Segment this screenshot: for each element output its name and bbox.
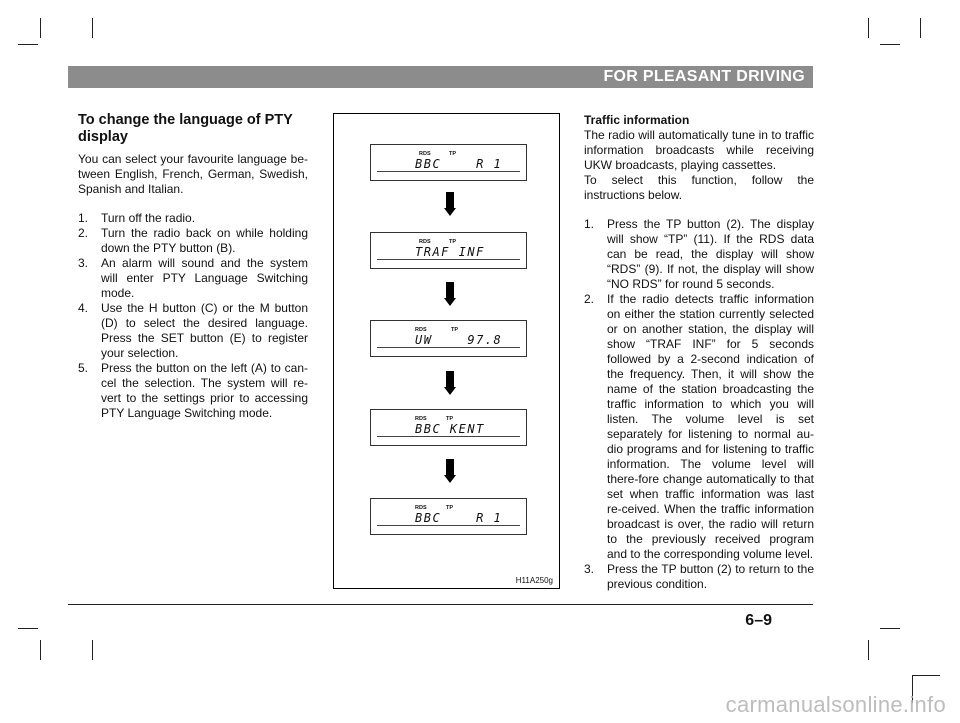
tp-indicator: TP: [451, 327, 459, 333]
crop-mark: [18, 628, 38, 629]
steps-list: [584, 217, 814, 592]
section-subheading: Traffic information: [584, 113, 690, 127]
tp-indicator: TP: [449, 239, 457, 245]
header-title: FOR PLEASANT DRIVING: [603, 68, 805, 85]
display-sequence-figure: [333, 113, 560, 589]
crop-mark: [880, 44, 900, 45]
tp-indicator: TP: [446, 505, 454, 511]
crop-mark: [40, 18, 41, 38]
step-item: [584, 292, 814, 562]
lcd-display: [370, 409, 527, 446]
step-number: 2.: [78, 226, 89, 240]
step-text: Turn off the radio.: [101, 211, 196, 225]
page-number: 6–9: [745, 612, 772, 629]
lcd-text: BBC R 1: [415, 511, 503, 525]
step-text: Press the button on the left (A) to can-cel the selection. The system will re-vert to the settings prior to accessing PTY Language Switching mode.: [101, 361, 308, 420]
step-number: 3.: [584, 562, 595, 576]
intro-paragraph: You can select your favourite language be-tween English, French, German, Swedish, Spanish and Italian.: [78, 152, 308, 196]
crop-mark: [920, 18, 921, 38]
down-arrow-icon: [444, 371, 456, 395]
step-text: An alarm will sound and the system will enter PTY Language Switching mode.: [101, 256, 308, 300]
lcd-display: [370, 232, 527, 269]
crop-mark: [18, 44, 38, 45]
lcd-display: [370, 498, 527, 535]
rds-indicator: RDS: [419, 151, 431, 157]
down-arrow-icon: [444, 192, 456, 216]
lcd-display: [370, 320, 527, 357]
step-number: 5.: [78, 361, 89, 375]
step-number: 1.: [584, 217, 595, 231]
footer-rule: [68, 604, 813, 605]
lcd-text: UW 97.8: [415, 333, 503, 347]
step-item: [78, 226, 308, 256]
crop-mark: [868, 640, 869, 660]
header-bar: [68, 66, 813, 88]
crop-mark: [868, 18, 869, 38]
step-item: [78, 211, 308, 226]
step-number: 1.: [78, 211, 89, 225]
rds-indicator: RDS: [415, 416, 427, 422]
step-item: [78, 361, 308, 421]
step-text: If the radio detects traffic information on either the station currently selected or on another station, the display will show “TRAF INF” for 5 seconds followed by a 2-second indication of the frequency. Then, it will show the name of the station broadcasting the traffic information to which you will listen. The volume level is set separately for listening to normal au-dio programs and for listening to traffic information. The volume level will there-fore change automatically to that set when traffic information was last re-ceived. When the traffic information broadcast is over, the radio will return to the previously received program and to the corresponding volume level.: [607, 292, 814, 561]
crop-mark: [92, 640, 93, 660]
intro-paragraph: The radio will automatically tune in to traffic information broadcasts while receiving UKW broadcasts, playing cassettes.: [584, 128, 814, 172]
tp-indicator: TP: [449, 151, 457, 157]
steps-list: [78, 211, 308, 421]
crop-mark: [40, 640, 41, 660]
step-text: Use the H button (C) or the M button (D) to select the desired language. Press the SET button (E) to register your selection.: [101, 301, 308, 360]
lcd-text: BBC R 1: [415, 157, 503, 171]
step-number: 4.: [78, 301, 89, 315]
lcd-text: TRAF INF: [415, 245, 485, 259]
intro-paragraph-2: To select this function, follow the instructions below.: [584, 173, 814, 202]
lcd-text: BBC KENT: [415, 422, 485, 436]
step-text: Press the TP button (2) to return to the previous condition.: [607, 562, 814, 591]
step-number: 3.: [78, 256, 89, 270]
step-item: [584, 562, 814, 592]
figure-caption: H11A250g: [515, 576, 553, 585]
crop-mark: [912, 675, 940, 676]
right-column: [584, 113, 814, 592]
step-text: Press the TP button (2). The display will show “TP” (11). If the RDS data can be read, the display will show “RDS” (9). If not, the display will show “NO RDS” for round 5 seconds.: [607, 217, 814, 291]
watermark: carmanualsonline.info: [725, 692, 946, 717]
step-number: 2.: [584, 292, 595, 306]
down-arrow-icon: [444, 459, 456, 483]
crop-mark: [92, 18, 93, 38]
lcd-display: [370, 144, 527, 181]
tp-indicator: TP: [446, 416, 454, 422]
down-arrow-icon: [444, 282, 456, 306]
step-item: [78, 301, 308, 361]
section-heading: To change the language of PTY display: [78, 112, 293, 145]
step-text: Turn the radio back on while holding down the PTY button (B).: [101, 226, 308, 255]
rds-indicator: RDS: [419, 239, 431, 245]
rds-indicator: RDS: [415, 327, 427, 333]
step-item: [78, 256, 308, 301]
crop-mark: [880, 628, 900, 629]
rds-indicator: RDS: [415, 505, 427, 511]
step-item: [584, 217, 814, 292]
left-column: [78, 112, 308, 421]
